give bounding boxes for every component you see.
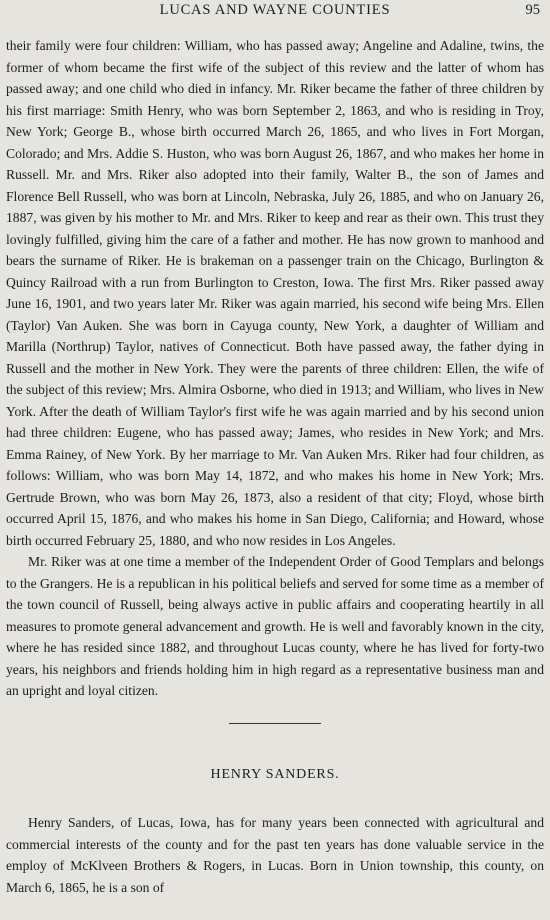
paragraph-riker-civic: Mr. Riker was at one time a member of the Independent Order of Good Templars and belongs to the Grangers. He is a republican in his political beliefs and served for some time as a member of the town council of Russell, being always active in public affairs and cooperating heartily in all measures to promote general advancement and growth. He is well and favorably known in the city, where he has resided since 1882, and throughout Lucas county, where he has lived for forty-two years, his neighbors and friends holding him in high regard as a representative business man and an upright and loyal citizen. (6, 554, 544, 698)
section-divider (229, 723, 321, 724)
running-title: LUCAS AND WAYNE COUNTIES (159, 2, 391, 18)
page-number: 95 (525, 2, 540, 18)
page-header (6, 0, 544, 22)
paragraph-sanders-intro: Henry Sanders, of Lucas, Iowa, has for many years been connected with agricultural and commercial interests of the county and for the past ten years has done valuable service in the employ of McKlveen Brothers & Rogers, in Lucas. Born in Union township, this county, on March 6, 1865, he is a son of (6, 815, 544, 895)
paragraph-riker-family: their family were four children: William, who has passed away; Angeline and Adaline, twins, the former of whom became the first wife of the subject of this review and the latter of whom has passed away; and one child who died in infancy. Mr. Riker became the father of three children by his first marriage: Smith Henry, who was born September 2, 1863, and who is residing in Troy, New York; George B., whose birth occurred March 26, 1865, and who lives in Fort Morgan, Colorado; and Mrs. Addie S. Huston, who was born August 26, 1867, and who makes her home in Russell. Mr. and Mrs. Riker also adopted into their family, Walter B., the son of James and Florence Bell Russell, who was born at Lincoln, Nebraska, July 26, 1885, and who on January 26, 1887, was given by his mother to Mr. and Mrs. Riker to keep and rear as their own. This trust they lovingly fulfilled, giving him the care of a father and mother. He has now grown to manhood and bears the surname of Riker. He is brakeman on a passenger train on the Chicago, Burlington & Quincy Railroad with a run from Burlington to Creston, Iowa. The first Mrs. Riker passed away June 16, 1901, and two years later Mr. Riker was again married, his second wife being Mrs. Ellen (Taylor) Van Auken. She was born in Cayuga county, New York, a daughter of William and Marilla (Northrup) Taylor, natives of Connecticut. Both have passed away, the father dying in Russell and the mother in New York. They were the parents of three children: Ellen, the wife of the subject of this review; Mrs. Almira Osborne, who died in 1913; and William, who lives in New York. After the death of William Taylor's first wife he was again married and by his second union had three children: Eugene, who has passed away; James, who resides in New York; and Mrs. Emma Rainey, of New York. By her marriage to Mr. Van Auken Mrs. Riker had four children, as follows: William, who was born May 14, 1872, and who makes his home in New York; Mrs. Gertrude Brown, who was born May 26, 1873, also a resident of that city; Floyd, whose birth occurred April 15, 1876, and who makes his home in San Diego, California; and Howard, whose birth occurred February 25, 1880, and who now resides in Los Angeles. (6, 38, 544, 548)
body-text (6, 35, 544, 898)
section-heading: HENRY SANDERS. (210, 766, 340, 782)
